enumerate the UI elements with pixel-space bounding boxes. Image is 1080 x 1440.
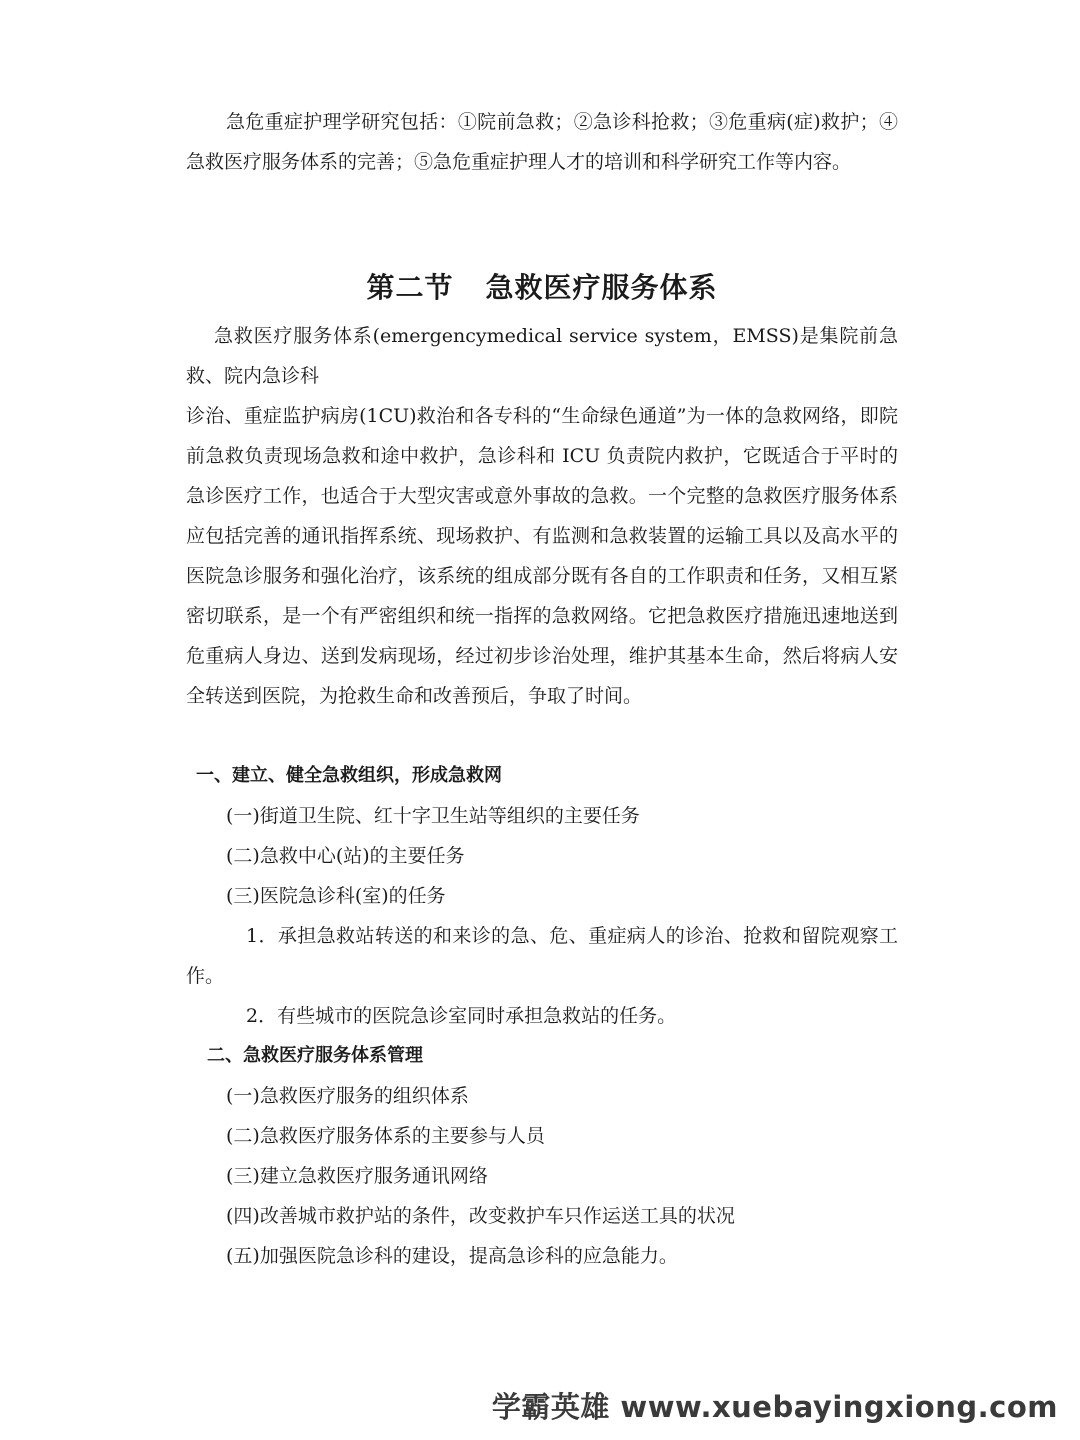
section-label: 第二节 — [366, 271, 454, 304]
part2-heading: 二、急救医疗服务体系管理 — [207, 1045, 423, 1066]
part2-item: (三)建立急救医疗服务通讯网络 — [226, 1165, 488, 1187]
part2-item: (四)改善城市救护站的条件，改变救护车只作运送工具的状况 — [226, 1205, 735, 1227]
part1-item: (一)街道卫生院、红十字卫生站等组织的主要任务 — [226, 805, 640, 827]
body-paragraph-second: 诊治、重症监护病房(1CU)救治和各专科的“生命绿色通道”为一体的急救网络，即院前急救负责现场急救和途中救护，急诊科和 ICU 负责院内救护，它既适合于平时的急诊医疗工作，也适合于大型灾害或意外事故的急救。一个完整的急救医疗服务体系应包括完善的通讯指挥系统、现场救护、有监测和急救装置的运输工具以及高水平的医院急诊服务和强化治疗，该系统的组成部分既有各自的工作职责和任务，又相互紧密切联系，是一个有严密组织和统一指挥的急救网络。它把急救医疗措施迅速地送到危重病人身边、送到发病现场，经过初步诊治处理，维护其基本生命，然后将病人安全转送到医院，为抢救生命和改善预后，争取了时间。 — [186, 405, 898, 707]
section-heading — [186, 268, 898, 308]
part2-item: (五)加强医院急诊科的建设，提高急诊科的应急能力。 — [226, 1245, 678, 1267]
part1-item: (三)医院急诊科(室)的任务 — [226, 885, 446, 907]
part1-numbered-item: 1．承担急救站转送的和来诊的急、危、重症病人的诊治、抢救和留院观察工作。 — [186, 925, 898, 987]
intro-paragraph: 急危重症护理学研究包括：①院前急救；②急诊科抢救；③危重病(症)救护；④急救医疗服务体系的完善；⑤急危重症护理人才的培训和科学研究工作等内容。 — [186, 111, 898, 173]
part1-item: (二)急救中心(站)的主要任务 — [226, 845, 465, 867]
section-title: 急救医疗服务体系 — [485, 271, 718, 304]
part1-numbered-item: 2．有些城市的医院急诊室同时承担急救站的任务。 — [246, 1005, 677, 1027]
part2-item: (二)急救医疗服务体系的主要参与人员 — [226, 1125, 545, 1147]
part1-heading: 一、建立、健全急救组织，形成急救网 — [196, 765, 502, 786]
body-paragraph-first: 急救医疗服务体系(emergencymedical service system，EMSS)是集院前急救、院内急诊科 — [186, 325, 898, 387]
part2-item: (一)急救医疗服务的组织体系 — [226, 1085, 469, 1107]
watermark: 学霸英雄 www.xuebayingxiong.com — [491, 1390, 1058, 1424]
